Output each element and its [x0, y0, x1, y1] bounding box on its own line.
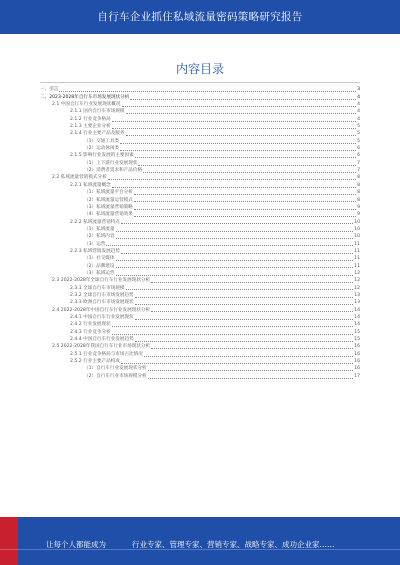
toc-entry[interactable]	[40, 115, 360, 122]
toc-entry[interactable]	[40, 145, 360, 152]
toc-leader-dots	[121, 220, 353, 224]
toc-entry-title: 二、2023-2028年自行车市场发展现状分析	[40, 94, 130, 100]
toc-leader-dots	[151, 345, 353, 349]
toc-entry-page: 17	[354, 373, 360, 379]
toc-entry-page: 12	[354, 278, 360, 284]
toc-entry-page: 10	[354, 234, 360, 240]
toc-entry-title: 2.2.3 私域营销发展趋势	[70, 248, 120, 254]
toc-entry-title: （1）社交媒体	[84, 256, 115, 262]
toc-entry-title: （3）运营	[84, 241, 106, 247]
toc-leader-dots	[138, 162, 356, 166]
toc-leader-dots	[121, 360, 353, 364]
toc-entry-page: 13	[354, 300, 360, 306]
toc-entry-page: 7	[357, 160, 360, 166]
toc-heading: 内容目录	[175, 62, 224, 76]
toc-entry-page: 10	[354, 219, 360, 225]
toc-entry-title: 2.4.3 行业竞争分析	[70, 329, 111, 335]
toc-entry[interactable]	[40, 86, 360, 93]
toc-entry-page: 11	[354, 256, 360, 262]
toc-entry-page: 4	[357, 94, 360, 100]
toc-entry-title: （1）私域流量平台分析	[84, 190, 133, 196]
toc-entry[interactable]	[40, 336, 360, 343]
toc-entry[interactable]	[40, 372, 360, 379]
toc-entry[interactable]	[40, 233, 360, 240]
toc-entry-page: 6	[357, 146, 360, 152]
toc-entry[interactable]	[40, 284, 360, 291]
toc-entry-title: 2.2.2 私域流量营销特点	[70, 219, 120, 225]
toc-entry-title: 2.4 2022-2028年中国自行车行业发展现状分析	[52, 307, 151, 313]
toc-leader-dots	[130, 96, 356, 100]
toc-entry[interactable]	[40, 314, 360, 321]
toc-entry-page: 15	[354, 329, 360, 335]
toc-entry-title: 2.3.1 全球自行车市场规模	[70, 285, 125, 291]
toc-leader-dots	[116, 272, 354, 276]
toc-entry-title: （1）私域流量	[84, 226, 115, 232]
toc-leader-dots	[151, 279, 353, 283]
toc-entry-page: 15	[354, 337, 360, 343]
toc-leader-dots	[134, 213, 356, 217]
toc-entry-page: 4	[357, 116, 360, 122]
toc-entry-page: 16	[354, 359, 360, 365]
toc-leader-dots	[116, 228, 354, 232]
toc-entry[interactable]	[40, 299, 360, 306]
toc-leader-dots	[121, 250, 353, 254]
toc-entry[interactable]	[40, 101, 360, 108]
toc-entry-title: 2.3.2 全球自行车市场发展趋势	[70, 292, 134, 298]
toc-entry-title: 2.1.1 国内自行车市场规模	[70, 109, 125, 115]
toc-entry[interactable]	[40, 240, 360, 247]
toc-entry-page: 4	[357, 102, 360, 108]
toc-entry-title: 2.3.3 欧洲自行车市场发展现状	[70, 300, 134, 306]
toc-entry-title: 2.1.3 主要企业分析	[70, 124, 111, 130]
toc-entry[interactable]	[40, 130, 360, 137]
toc-entry-title: （2）品牌建设	[84, 263, 115, 269]
toc-leader-dots	[135, 316, 353, 320]
toc-entry-title: 2.5.2 行业主要产品构成	[70, 359, 120, 365]
toc-leader-dots	[151, 308, 353, 312]
toc-leader-dots	[135, 154, 356, 158]
toc-entry-title: 2.1.4 行业主要产品及服务	[70, 131, 125, 137]
toc-entry[interactable]	[40, 181, 360, 188]
toc-leader-dots	[116, 235, 354, 239]
toc-entry[interactable]	[40, 211, 360, 218]
toc-entry[interactable]	[40, 350, 360, 357]
toc-entry-page: 11	[354, 248, 360, 254]
footer-roles: 行业专家、管理专家、营销专家、战略专家、成功企业家……	[132, 540, 335, 549]
table-of-contents	[40, 86, 360, 510]
toc-entry-page: 6	[357, 153, 360, 159]
toc-leader-dots	[112, 323, 353, 327]
toc-entry-title: 2.3 2022-2028年全球自行车行业发展现状分析	[52, 278, 151, 284]
toc-entry[interactable]	[40, 159, 360, 166]
toc-entry-title: 2.4.2 行业发展现状	[70, 322, 111, 328]
toc-entry-title: 2.4.1 中国自行车行业发展现状	[70, 315, 134, 320]
footer-slogan: 让每个人都能成为	[46, 540, 106, 549]
toc-entry-title: （1）交通工具类	[84, 138, 120, 144]
toc-leader-dots	[122, 103, 357, 107]
toc-entry-page: 8	[357, 175, 360, 181]
toc-entry-title: （4）私域流量营销效果	[84, 212, 133, 218]
toc-entry-page: 5	[357, 124, 360, 130]
report-header	[0, 0, 400, 34]
toc-entry-page: 16	[354, 344, 360, 350]
toc-entry-title: （2）消费者需求和产品价格	[84, 168, 143, 174]
toc-entry-page: 5	[357, 138, 360, 144]
toc-leader-dots	[120, 140, 356, 144]
toc-entry-page: 13	[354, 292, 360, 298]
toc-entry-title: 2.1 中国自行车行业发展现状概况	[52, 102, 121, 108]
toc-leader-dots	[108, 176, 356, 180]
toc-leader-dots	[134, 206, 356, 210]
toc-leader-dots	[135, 338, 353, 342]
toc-entry-title: 2.4.4 中国自行车行业发展趋势	[70, 337, 134, 343]
toc-leader-dots	[116, 257, 354, 261]
toc-leader-dots	[126, 132, 357, 136]
toc-entry[interactable]	[40, 255, 360, 262]
toc-entry-page: 12	[354, 285, 360, 291]
toc-entry[interactable]	[40, 167, 360, 174]
toc-entry-page: 16	[354, 351, 360, 357]
toc-entry-title: （3）私域流量营销策略	[84, 204, 133, 210]
toc-leader-dots	[134, 191, 356, 195]
toc-entry[interactable]	[40, 218, 360, 225]
toc-entry-title: 2.1.2 行业竞争格局	[70, 116, 111, 122]
toc-entry-title: 2.5.1 行业竞争格局与市场占比情况	[70, 351, 143, 357]
toc-entry[interactable]	[40, 152, 360, 159]
toc-leader-dots	[126, 110, 357, 114]
footer-accent	[0, 517, 18, 565]
toc-entry[interactable]	[40, 343, 360, 350]
toc-entry-page: 8	[357, 190, 360, 196]
toc-entry[interactable]	[40, 262, 360, 269]
toc-leader-dots	[116, 264, 354, 268]
toc-entry[interactable]	[40, 196, 360, 203]
toc-leader-dots	[143, 169, 356, 173]
toc-entry-page: 5	[357, 131, 360, 137]
toc-divider	[40, 82, 360, 83]
toc-entry-page: 9	[357, 204, 360, 210]
toc-entry[interactable]	[40, 358, 360, 365]
toc-entry[interactable]	[40, 270, 360, 277]
toc-leader-dots	[134, 198, 356, 202]
toc-entry[interactable]	[40, 292, 360, 299]
toc-entry-title: （2）运动休闲类	[84, 146, 120, 152]
toc-leader-dots	[112, 125, 356, 129]
toc-entry-page: 12	[354, 270, 360, 276]
toc-leader-dots	[59, 88, 356, 92]
toc-entry-page: 14	[354, 315, 360, 320]
toc-entry[interactable]	[40, 226, 360, 233]
toc-entry-title: 2.2 私域流量营销模式分析	[52, 175, 107, 181]
toc-entry-title: （2）私域内容	[84, 234, 115, 240]
toc-entry-page: 9	[357, 212, 360, 218]
toc-entry-title: 2.5 2022-2028年我国自行车行业市场现状分析	[52, 344, 151, 350]
toc-leader-dots	[112, 184, 356, 188]
toc-entry-title: （1）自行车行业发展现状分析	[84, 366, 147, 372]
toc-entry-page: 8	[357, 197, 360, 203]
toc-leader-dots	[112, 118, 356, 122]
report-title: 自行车企业抓住私域流量密码策略研究报告	[97, 11, 303, 23]
toc-entry-title: （2）私域流量运营模式	[84, 197, 133, 203]
toc-entry-page: 11	[354, 241, 360, 247]
toc-leader-dots	[126, 286, 354, 290]
toc-leader-dots	[120, 147, 356, 151]
toc-entry-page: 14	[354, 307, 360, 313]
toc-entry[interactable]	[40, 174, 360, 181]
toc-entry[interactable]	[40, 248, 360, 255]
toc-entry[interactable]	[40, 123, 360, 130]
toc-entry-title: （2）自行车行业市场规模分析	[84, 373, 147, 379]
toc-entry-page: 3	[357, 87, 360, 93]
toc-entry[interactable]	[40, 189, 360, 196]
toc-entry-title: 一、引言	[40, 87, 59, 93]
toc-entry[interactable]	[40, 204, 360, 211]
toc-entry-page: 14	[354, 322, 360, 328]
toc-leader-dots	[148, 367, 353, 371]
toc-leader-dots	[106, 242, 353, 246]
toc-entry[interactable]	[40, 277, 360, 284]
toc-entry-title: 2.1.5 影响行业发展的主要因素	[70, 153, 134, 159]
toc-entry[interactable]	[40, 328, 360, 335]
toc-entry-page: 11	[354, 263, 360, 269]
toc-leader-dots	[135, 301, 353, 305]
toc-leader-dots	[135, 294, 353, 298]
toc-entry-page: 4	[357, 109, 360, 115]
toc-entry[interactable]	[40, 137, 360, 144]
toc-entry[interactable]	[40, 365, 360, 372]
toc-entry-page: 8	[357, 182, 360, 188]
toc-entry[interactable]	[40, 321, 360, 328]
toc-leader-dots	[112, 331, 353, 335]
toc-entry-title: （1）上下游行业发展现状	[84, 160, 138, 166]
toc-entry-page: 10	[354, 226, 360, 232]
toc-leader-dots	[148, 375, 353, 379]
toc-entry-page: 7	[357, 168, 360, 174]
toc-entry-title: （3）私域运营	[84, 270, 115, 276]
toc-entry-page: 16	[354, 366, 360, 372]
toc-entry[interactable]	[40, 306, 360, 313]
toc-entry-title: 2.2.1 私域流量概念	[70, 182, 111, 188]
toc-entry[interactable]	[40, 93, 360, 100]
toc-entry[interactable]	[40, 108, 360, 115]
toc-leader-dots	[144, 353, 353, 357]
